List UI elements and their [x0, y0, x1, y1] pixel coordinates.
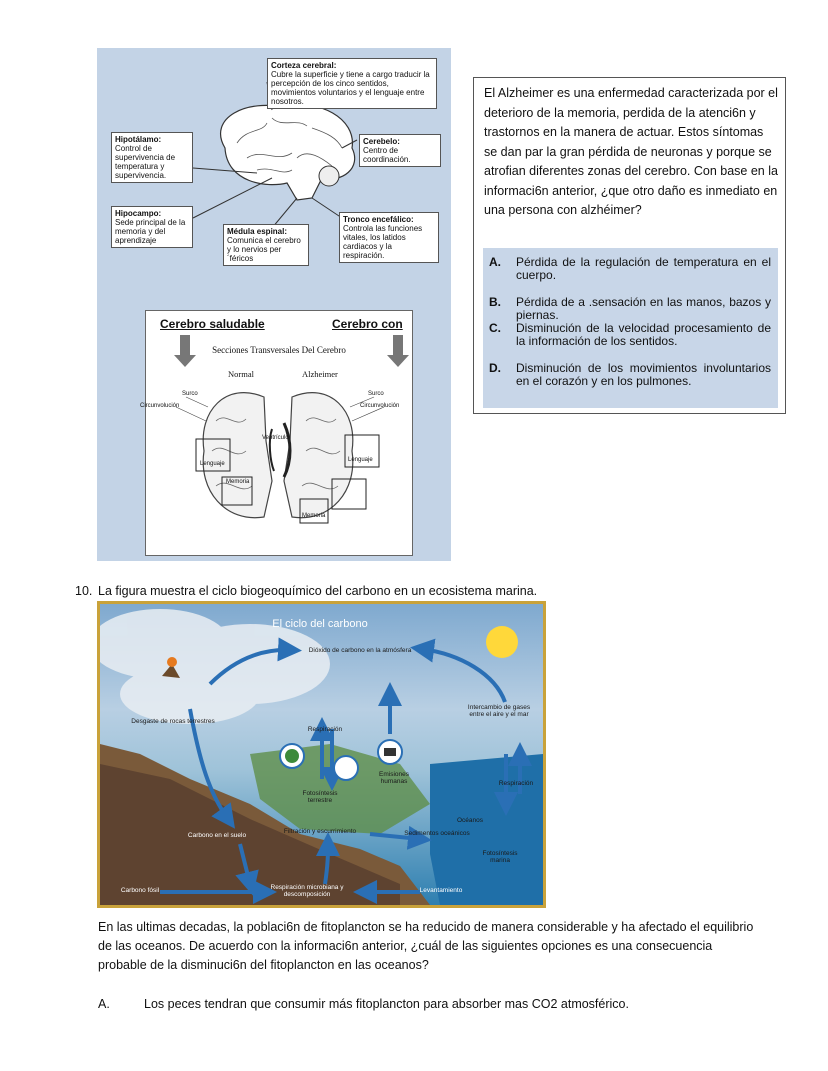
alz-option-a[interactable] [489, 256, 771, 281]
cerebelo-text: Centro de coordinación. [363, 146, 411, 164]
medula-title: Médula espinal: [227, 227, 288, 236]
emisiones-label: Emisiones humanas [379, 771, 409, 785]
corteza-title: Corteza cerebral: [271, 61, 337, 70]
question-10-text: La figura muestra el ciclo biogeoquímico del carbono en un ecosistema marina. [98, 584, 538, 598]
alzheimer-label: Alzheimer [302, 369, 338, 379]
normal-label: Normal [228, 369, 254, 379]
alz-option-d[interactable] [489, 362, 771, 387]
alz-option-a-text: Pérdida de la regulación de temperatura en el cuerpo. [516, 255, 771, 282]
respiracion-microbiana-label: Respiración microbiana y descomposición [270, 884, 344, 898]
carbon-title: El ciclo del carbono [272, 618, 368, 630]
brain-figure [97, 48, 451, 561]
con-label: Cerebro con [332, 317, 403, 331]
alz-option-d-letter: D. [489, 361, 501, 375]
levantamiento-label: Levantamiento [419, 887, 463, 894]
alzheimer-options [483, 248, 778, 408]
alz-option-b[interactable] [489, 296, 771, 321]
circ-right-label: Circunvolución [360, 403, 400, 409]
alz-option-c-text: Disminución de la velocidad procesamiento de la información de los sentidos. [516, 321, 771, 348]
carbon-cycle-figure [97, 601, 546, 908]
circ-left-label: Circunvolución [140, 403, 180, 409]
corteza-callout [267, 58, 437, 109]
cerebelo-title: Cerebelo: [363, 137, 400, 146]
alz-option-c[interactable] [489, 322, 771, 347]
question-10-number: 10. [75, 584, 93, 598]
hipocampo-title: Hipocampo: [115, 209, 162, 218]
oceanos-label: Océanos [456, 817, 484, 824]
cerebelo-callout [359, 134, 441, 167]
respiracion-land-label: Respiración [307, 726, 343, 733]
medula-text: Comunica el cerebro y lo nervios per´féricos [227, 236, 301, 263]
alz-option-a-letter: A. [489, 255, 501, 269]
alz-option-d-text: Disminución de los movimientos involuntarios en el corazón y en los pulmones. [516, 361, 771, 388]
carbono-suelo-label: Carbono en el suelo [187, 832, 247, 839]
lenguaje-left-label: Lenguaje [200, 461, 225, 467]
memoria-right-label: Memoria [302, 513, 326, 519]
tronco-callout [339, 212, 439, 263]
hipocampo-callout [111, 206, 193, 248]
alz-option-b-letter: B. [489, 295, 501, 309]
hipotalamo-title: Hipotálamo: [115, 135, 162, 144]
alzheimer-question-text: El Alzheimer es una enfermedad caracterizada por el deterioro de la memoria, perdida de la atenci6n y trastornos en la manera de actuar. Estos síntomas se dan par la gran pérdida de neuronas y porque se atrofian diferentes zonas del cerebro. Con base en la informaci6n anterior, ¿que otro daño es inmediato en una persona con alzhéimer? [484, 86, 778, 217]
carbono-fosil-label: Carbono fósil [120, 887, 160, 894]
lenguaje-right-label: Lenguaje [348, 457, 373, 463]
hipotalamo-text: Control de supervivencia de temperatura y supervivencia. [115, 144, 176, 180]
fotosintesis-marina-label: Fotosíntesis marina [482, 850, 518, 864]
desgaste-label: Desgaste de rocas terrestres [131, 718, 215, 725]
alzheimer-question-box [473, 77, 786, 414]
tronco-title: Tronco encefálico: [343, 215, 414, 224]
saludable-label: Cerebro saludable [160, 317, 265, 331]
fitoplancton-paragraph: En las ultimas decadas, la poblaci6n de fitoplancton se ha reducido de manera considerable y ha afectado el equilibrio de las oceanos. De acuerdo con la informaci6n anterior, ¿cuál de las siguientes opciones es una consecuencia probable de la disminuci6n del fitoplancton en las oceanos? [98, 920, 754, 972]
filtracion-label: Filtración y escurrimiento [283, 828, 357, 835]
option-a-letter[interactable]: A. [98, 997, 110, 1011]
alz-option-c-letter: C. [489, 321, 501, 335]
brain-sections-panel [140, 310, 413, 556]
secciones-title: Secciones Transversales Del Cerebro [212, 345, 346, 355]
fotosintesis-terrestre-label: Fotosíntesis terrestre [302, 790, 338, 804]
alz-option-b-text: Pérdida de a .sensación en las manos, bazos y piernas. [516, 295, 771, 322]
option-a-text[interactable]: Los peces tendran que consumir más fitoplancton para absorber mas CO2 atmosférico. [144, 997, 629, 1011]
co2-atmosphere-label: Dióxido de carbono en la atmósfera [308, 647, 412, 654]
memoria-left-label: Memoria [226, 479, 250, 485]
ventriculo-label: Ventrículo [262, 435, 289, 441]
hipotalamo-callout [111, 132, 193, 183]
intercambio-label: Intercambio de gases entre el aire y el mar [467, 704, 531, 718]
surco-right-label: Surco [368, 391, 384, 397]
respiracion-sea-label: Respiración [498, 780, 534, 787]
surco-left-label: Surco [182, 391, 198, 397]
tronco-text: Controla las funciones vitales, los latidos cardiacos y la respiración. [343, 224, 423, 260]
corteza-text: Cubre la superficie y tiene a cargo traducir la percepción de los cinco sentidos, movimientos voluntarios y el lenguaje entre nosotros. [271, 70, 430, 106]
sedimentos-label: Sedimentos oceánicos [404, 830, 470, 837]
medula-callout [223, 224, 309, 266]
hipocampo-text: Sede principal de la memoria y del aprendizaje [115, 218, 186, 245]
